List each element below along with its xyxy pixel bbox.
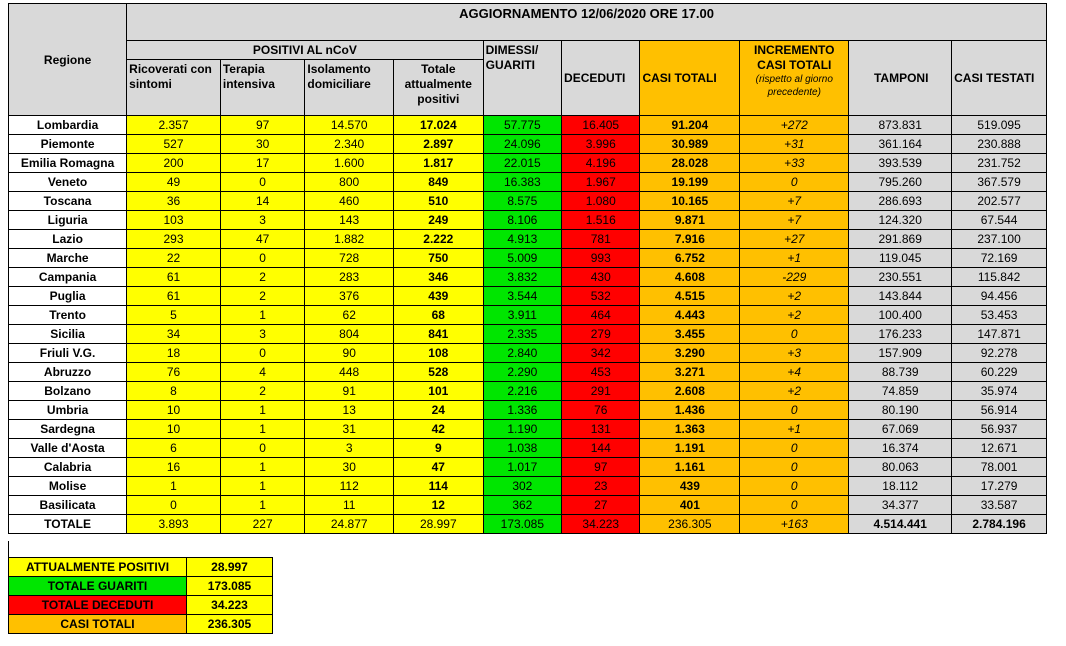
cell-tamponi: 873.831 — [849, 116, 952, 135]
cell-isolamento: 728 — [305, 249, 394, 268]
cell-deceduti: 23 — [562, 477, 640, 496]
cell-tamponi: 16.374 — [849, 439, 952, 458]
summary-spacer — [9, 541, 273, 558]
cell-ricoverati: 293 — [127, 230, 221, 249]
cell-deceduti: 430 — [562, 268, 640, 287]
table-row — [9, 230, 1047, 249]
cell-deceduti: 76 — [562, 401, 640, 420]
summary-label: CASI TOTALI — [9, 615, 187, 634]
table-row — [9, 268, 1047, 287]
cell-regione: Marche — [9, 249, 127, 268]
cell-isolamento: 800 — [305, 173, 394, 192]
summary-row — [9, 596, 273, 615]
cell-tamponi: 88.739 — [849, 363, 952, 382]
summary-value: 34.223 — [187, 596, 273, 615]
cell-regione: Valle d'Aosta — [9, 439, 127, 458]
cell-casi-totali: 3.271 — [640, 363, 740, 382]
cell-regione: Calabria — [9, 458, 127, 477]
page-title: AGGIORNAMENTO 12/06/2020 ORE 17.00 — [127, 4, 1047, 41]
cell-deceduti: 291 — [562, 382, 640, 401]
cell-tamponi: 230.551 — [849, 268, 952, 287]
cell-terapia: 2 — [220, 382, 305, 401]
summary-row — [9, 577, 273, 596]
cell-casi-totali: 4.515 — [640, 287, 740, 306]
cell-incremento: 0 — [740, 439, 849, 458]
cell-casi-testati: 231.752 — [952, 154, 1047, 173]
cell-isolamento: 1.600 — [305, 154, 394, 173]
cell-casi-testati: 33.587 — [952, 496, 1047, 515]
cell-dimessi: 8.106 — [483, 211, 561, 230]
cell-tamponi: 291.869 — [849, 230, 952, 249]
cell-casi-totali: 2.608 — [640, 382, 740, 401]
cell-isolamento: 2.340 — [305, 135, 394, 154]
cell-tamponi: 67.069 — [849, 420, 952, 439]
cell-tamponi: 80.190 — [849, 401, 952, 420]
cell-casi-testati: 115.842 — [952, 268, 1047, 287]
table-row — [9, 401, 1047, 420]
cell-totale-positivi: 346 — [394, 268, 484, 287]
summary-value: 236.305 — [187, 615, 273, 634]
cell-isolamento: 11 — [305, 496, 394, 515]
cell-dimessi: 1.017 — [483, 458, 561, 477]
header-terapia: Terapia intensiva — [220, 60, 305, 116]
cell-incremento: 0 — [740, 496, 849, 515]
summary-label: TOTALE GUARITI — [9, 577, 187, 596]
total-terapia: 227 — [220, 515, 305, 534]
total-label: TOTALE — [9, 515, 127, 534]
cell-ricoverati: 10 — [127, 420, 221, 439]
cell-isolamento: 283 — [305, 268, 394, 287]
cell-deceduti: 993 — [562, 249, 640, 268]
cell-regione: Lazio — [9, 230, 127, 249]
cell-isolamento: 3 — [305, 439, 394, 458]
table-row — [9, 116, 1047, 135]
cell-deceduti: 464 — [562, 306, 640, 325]
cell-incremento: 0 — [740, 458, 849, 477]
cell-isolamento: 448 — [305, 363, 394, 382]
cell-deceduti: 453 — [562, 363, 640, 382]
total-dimessi: 173.085 — [483, 515, 561, 534]
table-row — [9, 363, 1047, 382]
cell-casi-testati: 230.888 — [952, 135, 1047, 154]
cell-incremento: +7 — [740, 192, 849, 211]
cell-casi-totali: 1.436 — [640, 401, 740, 420]
cell-totale-positivi: 68 — [394, 306, 484, 325]
cell-totale-positivi: 750 — [394, 249, 484, 268]
summary-value: 173.085 — [187, 577, 273, 596]
cell-regione: Friuli V.G. — [9, 344, 127, 363]
cell-ricoverati: 18 — [127, 344, 221, 363]
cell-casi-totali: 9.871 — [640, 211, 740, 230]
cell-casi-testati: 17.279 — [952, 477, 1047, 496]
cell-deceduti: 342 — [562, 344, 640, 363]
cell-casi-testati: 12.671 — [952, 439, 1047, 458]
cell-dimessi: 8.575 — [483, 192, 561, 211]
cell-ricoverati: 10 — [127, 401, 221, 420]
table-row — [9, 249, 1047, 268]
cell-tamponi: 795.260 — [849, 173, 952, 192]
cell-casi-totali: 4.608 — [640, 268, 740, 287]
cell-dimessi: 22.015 — [483, 154, 561, 173]
cell-totale-positivi: 108 — [394, 344, 484, 363]
header-incremento — [740, 41, 849, 116]
cell-casi-testati: 202.577 — [952, 192, 1047, 211]
cell-deceduti: 27 — [562, 496, 640, 515]
cell-isolamento: 460 — [305, 192, 394, 211]
total-deceduti: 34.223 — [562, 515, 640, 534]
cell-terapia: 2 — [220, 287, 305, 306]
header-isolamento: Isolamento domiciliare — [305, 60, 394, 116]
cell-casi-testati: 237.100 — [952, 230, 1047, 249]
cell-totale-positivi: 12 — [394, 496, 484, 515]
cell-terapia: 47 — [220, 230, 305, 249]
table-row — [9, 439, 1047, 458]
table-row — [9, 211, 1047, 230]
table-row — [9, 135, 1047, 154]
cell-casi-totali: 91.204 — [640, 116, 740, 135]
cell-incremento: 0 — [740, 325, 849, 344]
cell-deceduti: 781 — [562, 230, 640, 249]
cell-isolamento: 143 — [305, 211, 394, 230]
cell-terapia: 1 — [220, 306, 305, 325]
cell-isolamento: 31 — [305, 420, 394, 439]
cell-dimessi: 2.840 — [483, 344, 561, 363]
cell-tamponi: 119.045 — [849, 249, 952, 268]
cell-casi-testati: 92.278 — [952, 344, 1047, 363]
cell-casi-totali: 1.363 — [640, 420, 740, 439]
cell-dimessi: 302 — [483, 477, 561, 496]
cell-isolamento: 30 — [305, 458, 394, 477]
cell-terapia: 0 — [220, 439, 305, 458]
cell-tamponi: 157.909 — [849, 344, 952, 363]
table-row — [9, 344, 1047, 363]
cell-incremento: +4 — [740, 363, 849, 382]
total-isolamento: 24.877 — [305, 515, 394, 534]
total-ricoverati: 3.893 — [127, 515, 221, 534]
cell-tamponi: 143.844 — [849, 287, 952, 306]
cell-ricoverati: 49 — [127, 173, 221, 192]
cell-dimessi: 4.913 — [483, 230, 561, 249]
cell-regione: Piemonte — [9, 135, 127, 154]
total-casi-testati: 2.784.196 — [952, 515, 1047, 534]
cell-totale-positivi: 249 — [394, 211, 484, 230]
cell-casi-testati: 53.453 — [952, 306, 1047, 325]
cell-ricoverati: 22 — [127, 249, 221, 268]
cell-casi-totali: 3.455 — [640, 325, 740, 344]
cell-totale-positivi: 42 — [394, 420, 484, 439]
cell-isolamento: 376 — [305, 287, 394, 306]
cell-incremento: +27 — [740, 230, 849, 249]
cell-incremento: +1 — [740, 420, 849, 439]
cell-casi-testati: 519.095 — [952, 116, 1047, 135]
cell-casi-totali: 1.161 — [640, 458, 740, 477]
cell-regione: Emilia Romagna — [9, 154, 127, 173]
cell-tamponi: 286.693 — [849, 192, 952, 211]
header-casi-testati: CASI TESTATI — [952, 41, 1047, 116]
cell-casi-totali: 401 — [640, 496, 740, 515]
cell-isolamento: 1.882 — [305, 230, 394, 249]
cell-totale-positivi: 439 — [394, 287, 484, 306]
cell-regione: Liguria — [9, 211, 127, 230]
cell-ricoverati: 200 — [127, 154, 221, 173]
cell-isolamento: 13 — [305, 401, 394, 420]
cell-terapia: 1 — [220, 477, 305, 496]
header-dimessi: DIMESSI/ GUARITI — [483, 41, 561, 116]
cell-dimessi: 1.336 — [483, 401, 561, 420]
cell-casi-testati: 67.544 — [952, 211, 1047, 230]
summary-row — [9, 558, 273, 577]
table-row — [9, 154, 1047, 173]
cell-ricoverati: 103 — [127, 211, 221, 230]
cell-incremento: +31 — [740, 135, 849, 154]
table-row — [9, 287, 1047, 306]
cell-dimessi: 16.383 — [483, 173, 561, 192]
summary-label: ATTUALMENTE POSITIVI — [9, 558, 187, 577]
cell-isolamento: 14.570 — [305, 116, 394, 135]
cell-dimessi: 3.544 — [483, 287, 561, 306]
total-incremento: +163 — [740, 515, 849, 534]
total-casi-totali: 236.305 — [640, 515, 740, 534]
cell-terapia: 30 — [220, 135, 305, 154]
table-row — [9, 496, 1047, 515]
cell-dimessi: 362 — [483, 496, 561, 515]
summary-label: TOTALE DECEDUTI — [9, 596, 187, 615]
cell-ricoverati: 16 — [127, 458, 221, 477]
header-totale-positivi: Totale attualmente positivi — [394, 60, 484, 116]
cell-deceduti: 1.967 — [562, 173, 640, 192]
header-deceduti: DECEDUTI — [562, 41, 640, 116]
cell-totale-positivi: 841 — [394, 325, 484, 344]
cell-totale-positivi: 849 — [394, 173, 484, 192]
cell-deceduti: 279 — [562, 325, 640, 344]
cell-isolamento: 804 — [305, 325, 394, 344]
cell-totale-positivi: 17.024 — [394, 116, 484, 135]
cell-terapia: 0 — [220, 344, 305, 363]
cell-regione: Basilicata — [9, 496, 127, 515]
cell-casi-testati: 60.229 — [952, 363, 1047, 382]
cell-deceduti: 532 — [562, 287, 640, 306]
cell-incremento: +7 — [740, 211, 849, 230]
cell-tamponi: 124.320 — [849, 211, 952, 230]
cell-casi-testati: 35.974 — [952, 382, 1047, 401]
cell-casi-totali: 7.916 — [640, 230, 740, 249]
cell-regione: Veneto — [9, 173, 127, 192]
table-row — [9, 420, 1047, 439]
cell-deceduti: 97 — [562, 458, 640, 477]
cell-terapia: 3 — [220, 211, 305, 230]
cell-casi-testati: 367.579 — [952, 173, 1047, 192]
cell-terapia: 1 — [220, 420, 305, 439]
table-row — [9, 325, 1047, 344]
cell-totale-positivi: 528 — [394, 363, 484, 382]
cell-totale-positivi: 9 — [394, 439, 484, 458]
cell-dimessi: 2.216 — [483, 382, 561, 401]
cell-dimessi: 2.335 — [483, 325, 561, 344]
summary-table — [8, 541, 273, 634]
cell-incremento: 0 — [740, 401, 849, 420]
cell-isolamento: 62 — [305, 306, 394, 325]
cell-casi-testati: 94.456 — [952, 287, 1047, 306]
summary-value: 28.997 — [187, 558, 273, 577]
cell-regione: Lombardia — [9, 116, 127, 135]
cell-isolamento: 112 — [305, 477, 394, 496]
cell-ricoverati: 34 — [127, 325, 221, 344]
cell-incremento: +1 — [740, 249, 849, 268]
cell-tamponi: 80.063 — [849, 458, 952, 477]
cell-regione: Bolzano — [9, 382, 127, 401]
cell-casi-totali: 28.028 — [640, 154, 740, 173]
cell-casi-totali: 4.443 — [640, 306, 740, 325]
cell-casi-testati: 147.871 — [952, 325, 1047, 344]
cell-totale-positivi: 2.897 — [394, 135, 484, 154]
cell-ricoverati: 6 — [127, 439, 221, 458]
cell-tamponi: 100.400 — [849, 306, 952, 325]
cell-ricoverati: 2.357 — [127, 116, 221, 135]
cell-regione: Abruzzo — [9, 363, 127, 382]
cell-ricoverati: 1 — [127, 477, 221, 496]
cell-regione: Toscana — [9, 192, 127, 211]
cell-ricoverati: 0 — [127, 496, 221, 515]
cell-incremento: 0 — [740, 477, 849, 496]
header-incremento-note: (rispetto al giorno precedente) — [755, 74, 833, 98]
cell-incremento: +2 — [740, 306, 849, 325]
cell-terapia: 1 — [220, 401, 305, 420]
cell-dimessi: 3.911 — [483, 306, 561, 325]
cell-dimessi: 1.038 — [483, 439, 561, 458]
cell-terapia: 3 — [220, 325, 305, 344]
cell-tamponi: 176.233 — [849, 325, 952, 344]
cell-incremento: +3 — [740, 344, 849, 363]
cell-deceduti: 1.516 — [562, 211, 640, 230]
cell-totale-positivi: 47 — [394, 458, 484, 477]
table-row — [9, 458, 1047, 477]
cell-incremento: +2 — [740, 287, 849, 306]
cell-regione: Puglia — [9, 287, 127, 306]
cell-totale-positivi: 101 — [394, 382, 484, 401]
cell-totale-positivi: 114 — [394, 477, 484, 496]
cell-tamponi: 74.859 — [849, 382, 952, 401]
cell-casi-testati: 56.937 — [952, 420, 1047, 439]
table-row — [9, 477, 1047, 496]
cell-regione: Campania — [9, 268, 127, 287]
cell-dimessi: 24.096 — [483, 135, 561, 154]
header-tamponi: TAMPONI — [849, 41, 952, 116]
cell-deceduti: 3.996 — [562, 135, 640, 154]
cell-terapia: 1 — [220, 458, 305, 477]
cell-totale-positivi: 510 — [394, 192, 484, 211]
cell-tamponi: 393.539 — [849, 154, 952, 173]
cell-regione: Molise — [9, 477, 127, 496]
cell-totale-positivi: 2.222 — [394, 230, 484, 249]
table-body — [9, 116, 1047, 515]
total-totale-positivi: 28.997 — [394, 515, 484, 534]
cell-incremento: 0 — [740, 173, 849, 192]
cell-deceduti: 16.405 — [562, 116, 640, 135]
cell-casi-testati: 72.169 — [952, 249, 1047, 268]
cell-ricoverati: 61 — [127, 268, 221, 287]
cell-terapia: 1 — [220, 496, 305, 515]
cell-terapia: 17 — [220, 154, 305, 173]
cell-terapia: 97 — [220, 116, 305, 135]
cell-tamponi: 34.377 — [849, 496, 952, 515]
table-row — [9, 382, 1047, 401]
cell-isolamento: 91 — [305, 382, 394, 401]
cell-casi-totali: 439 — [640, 477, 740, 496]
cell-casi-totali: 10.165 — [640, 192, 740, 211]
header-regione: Regione — [9, 4, 127, 116]
cell-incremento: +33 — [740, 154, 849, 173]
cell-dimessi: 1.190 — [483, 420, 561, 439]
cell-ricoverati: 76 — [127, 363, 221, 382]
cell-dimessi: 3.832 — [483, 268, 561, 287]
cell-incremento: +2 — [740, 382, 849, 401]
cell-deceduti: 144 — [562, 439, 640, 458]
cell-ricoverati: 8 — [127, 382, 221, 401]
cell-deceduti: 131 — [562, 420, 640, 439]
total-tamponi: 4.514.441 — [849, 515, 952, 534]
cell-casi-totali: 6.752 — [640, 249, 740, 268]
cell-casi-totali: 30.989 — [640, 135, 740, 154]
cell-casi-testati: 56.914 — [952, 401, 1047, 420]
cell-deceduti: 1.080 — [562, 192, 640, 211]
cell-ricoverati: 5 — [127, 306, 221, 325]
cell-regione: Trento — [9, 306, 127, 325]
cell-ricoverati: 527 — [127, 135, 221, 154]
cell-casi-testati: 78.001 — [952, 458, 1047, 477]
header-incremento-label: INCREMENTO CASI TOTALI — [754, 43, 835, 72]
cell-terapia: 0 — [220, 249, 305, 268]
cell-totale-positivi: 1.817 — [394, 154, 484, 173]
cell-ricoverati: 61 — [127, 287, 221, 306]
header-ricoverati: Ricoverati con sintomi — [127, 60, 221, 116]
cell-terapia: 0 — [220, 173, 305, 192]
cell-casi-totali: 19.199 — [640, 173, 740, 192]
header-casi-totali: CASI TOTALI — [640, 41, 740, 116]
cell-isolamento: 90 — [305, 344, 394, 363]
summary-row — [9, 615, 273, 634]
regional-data-table — [8, 3, 1047, 534]
summary-body — [9, 558, 273, 634]
cell-dimessi: 57.775 — [483, 116, 561, 135]
table-row — [9, 192, 1047, 211]
cell-casi-totali: 1.191 — [640, 439, 740, 458]
cell-terapia: 14 — [220, 192, 305, 211]
cell-deceduti: 4.196 — [562, 154, 640, 173]
table-row — [9, 306, 1047, 325]
cell-regione: Umbria — [9, 401, 127, 420]
cell-regione: Sardegna — [9, 420, 127, 439]
cell-dimessi: 5.009 — [483, 249, 561, 268]
cell-dimessi: 2.290 — [483, 363, 561, 382]
cell-totale-positivi: 24 — [394, 401, 484, 420]
cell-tamponi: 361.164 — [849, 135, 952, 154]
cell-incremento: -229 — [740, 268, 849, 287]
table-row — [9, 173, 1047, 192]
total-row — [9, 515, 1047, 534]
cell-incremento: +272 — [740, 116, 849, 135]
cell-casi-totali: 3.290 — [640, 344, 740, 363]
cell-regione: Sicilia — [9, 325, 127, 344]
cell-terapia: 4 — [220, 363, 305, 382]
header-positivi-group: POSITIVI AL nCoV — [127, 41, 483, 60]
cell-tamponi: 18.112 — [849, 477, 952, 496]
cell-terapia: 2 — [220, 268, 305, 287]
cell-ricoverati: 36 — [127, 192, 221, 211]
